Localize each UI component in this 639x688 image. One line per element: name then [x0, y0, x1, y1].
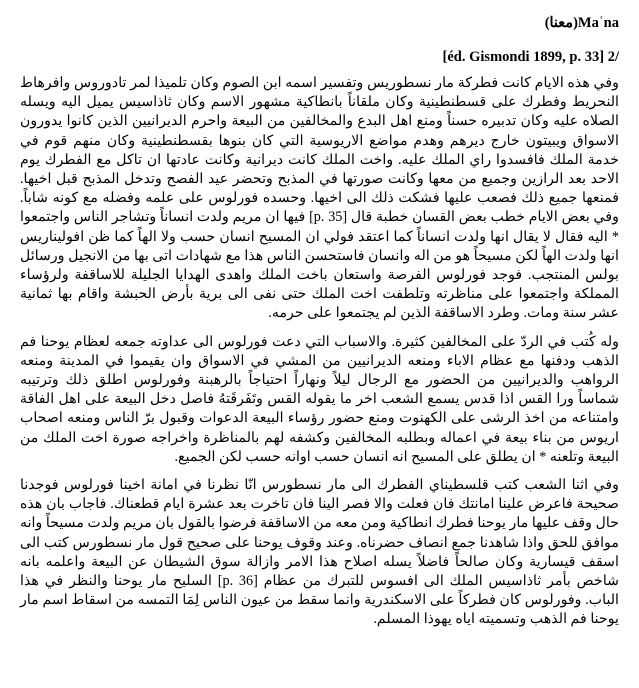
entry-title-latin: Maʿna	[577, 15, 619, 31]
page-marker: /2	[607, 49, 619, 65]
paragraph-3-page-ref: [p. 36]	[217, 573, 258, 590]
paragraph-3-text-b: السليح مار يوحنا والنظر في هذا الباب. وفورلوس كان فطركاً على الاسكندرية وانما سقط من عيون الناس لِمَا التمسه من اسقاط اسم مار يوحنا فم الذهب وتسميته اياه يهوذا المسلم.	[20, 573, 619, 628]
edition-reference-text: [éd. Gismondi 1899, p. 33]	[442, 49, 605, 65]
entry-title-arabic: (معنا)	[544, 15, 578, 31]
paragraph-3	[20, 476, 619, 630]
paragraph-1-text-b: فيها ان مريم ولدت انساناً وتشاجر الناس واجتمعوا * اليه فقال لا يقال انها ولدت انساناً كما اعتقد فولي ان المسيح انسان حسب ولا الهاً كما ظن افوليناريس انها ولدت الهاً لكن مسيحاً هو من اله وانسان فاستحسن الناس هذا مع شهادات اتى بها من الانجيل ورسائل بولس المنتجب. فوجد فورلوس الفرصة واستعان باخت الملك واهدى الهدايا الجليلة للاساقفة ولرؤساء المملكة واجتمعوا على مناظرته وتلطفت اخت الملك حتى نفى الى برية بأرض الحبشة واقام بها ثمانية عشر سنة ومات. وطرد الاساقفة الذين لم يجتمعوا على حرمه.	[20, 209, 619, 322]
edition-reference	[20, 46, 619, 68]
paragraph-1-text-a: وفي هذه الايام كانت فطركة مار نسطوريس وتفسير اسمه ابن الصوم وكان تلميذا لمر تادوروس وافرهاط النحريط وفطرك على قسطنطينية وكان ملقاناً بانطاكية مشهور الاسم وكان ثاذاسيس يميل اليه ويسله الصلاه عليه وكان تدبيره حسناً ومنع اهل البدع والمخالفين من البيعة واحرم الديرانيين الذين كانوا يدورون الاسواق ويبيتون خارج ديرهم وهدم مواضع الاريوسية التي كان بنوها بقسطنطينية وكان منهم قوم في خدمة الملك فافسدوا راي الملك عليه. واخت الملك كانت ديرانية وكانت عادتها ان تاكل مع الفطرك يوم الاحد بعد الرازين وجميع من معها وكانت صورتها في المذبح وتحضر عيد الفصح وتدخل المذبح قبل اخيها. فمنعها جميع ذلك فصعب عليها فشكت ذلك الى اخيها. وحسده فورلوس على علمه وفضله مع كونه شاباً. وفي بعض الايام خطب بعض القسان خطبة قال	[20, 75, 619, 226]
paragraph-2-text: وله كُتب في الردّ على المخالفين كثيرة. والاسباب التي دعت فورلوس الى عداوته جمعه لعظام يوحنا فم الذهب ودفنها مع عظام الاباء ومنعه الديرانيين من المشي في الاسواق وان يقيموا في المدينة ومنعه الرواهب والديرانيين من الحضور مع الرجال ليلاً ونهاراً احتياجاً بالرهبنة وفورلوس اطلق ذلك وترتيبه شماساً ورا القس اذا قدس يسمع الشعب اخر ما يقوله القس وتَفَرقَتهُ فاصل دخل البيعة على اهل الفاقة وامتناعه من اخذ الرشى على الكهنوت ومنع حضور رؤساء البيعة الدعوات وقبول برّ الناس ومنعه اصحاب اريوس من بناء بيعة في اعماله وبطلبه المخالفين وكشفه لهم بالمناظرة واخراجه صورة اخت الملك من البيعة وتلعنه * ان يطلق على المسيح انه انسان حسب اوانه حسب لكن الجميع.	[20, 333, 619, 465]
paragraph-2	[20, 333, 619, 467]
paragraph-1	[20, 74, 619, 324]
entry-title	[20, 12, 619, 34]
paragraph-3-text-a: وفي اثنا الشعب كتب قلسطيناي الفطرك الى مار نسطورس انّا نظرنا في امانة اخينا فورلوس فوجدنا صحيحة فاعرض علينا امانتك فان فعلت والا فصر الينا فان تاخرت بعد عشرة ايام قطعناك. فاجاب بان هذه حال وقف عليها مار يوحنا فطرك انطاكية ومن معه من الاساقفة فرضوا بالقول بان مريم ولدت مسيحاً وانه موافق للحق واذا شاهدنا جمع انصاف حضرناه. وعند وقوف يوحنا على صحيح قول مار نسطورس كتب الى اسقف قيسارية وكان صالحاً فاضلاً يسله اصلاح هذا الامر وازالة سوق الشيطان عن البيعة واعلمه بانه شاخص بأمر ثاذاسيس الملك الى افسوس للتبرك من عظام	[20, 477, 620, 590]
paragraph-1-page-ref: [p. 35]	[309, 209, 348, 226]
